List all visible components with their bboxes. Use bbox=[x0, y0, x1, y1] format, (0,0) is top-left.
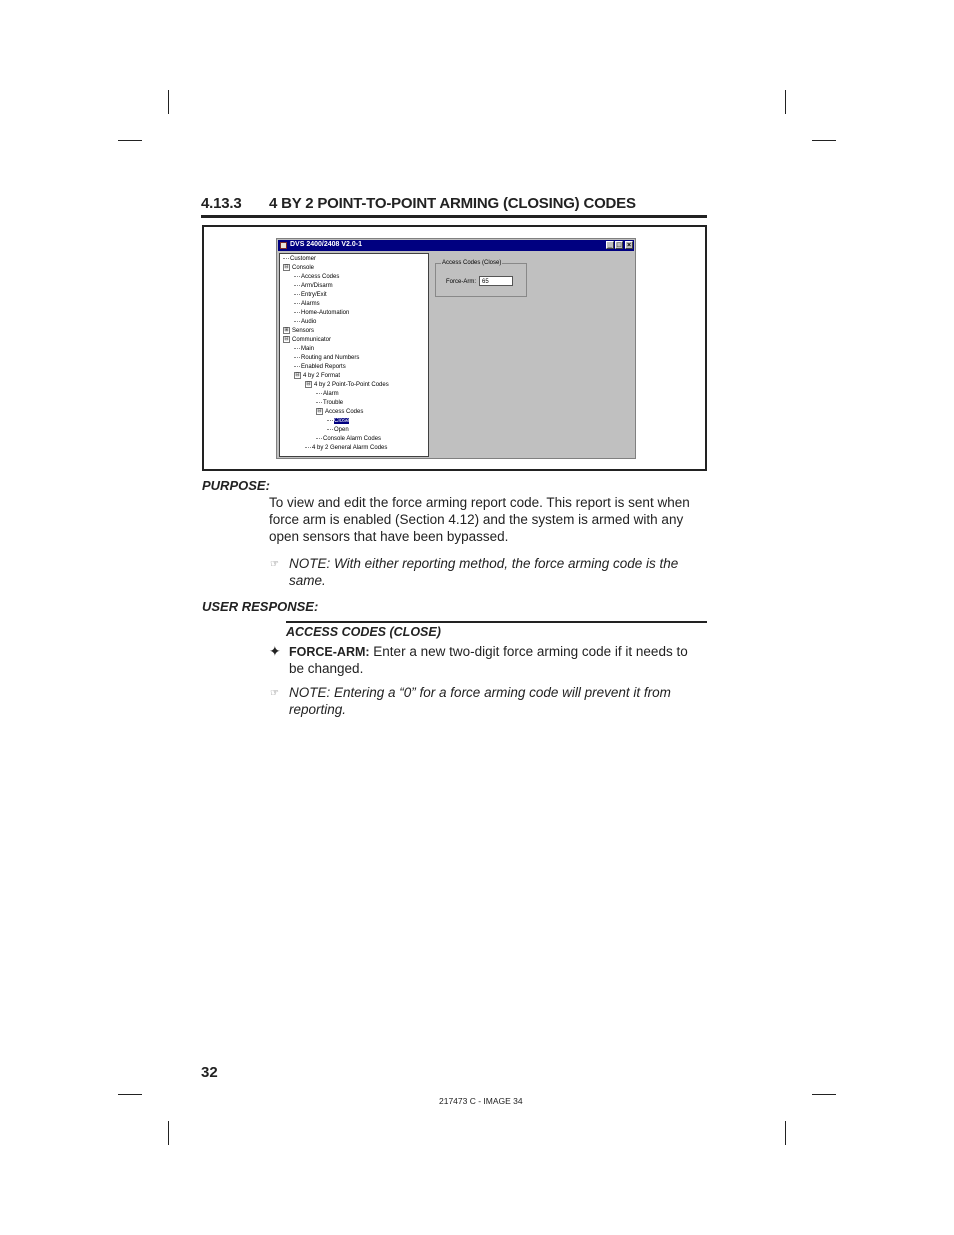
collapse-icon[interactable]: ⊟ bbox=[317, 408, 322, 414]
section-number: 4.13.3 bbox=[201, 195, 242, 212]
pointing-hand-icon: ☞ bbox=[270, 688, 279, 699]
force-arm-term: FORCE-ARM: bbox=[289, 645, 370, 659]
tree-item-enabled-reports[interactable]: Enabled Reports bbox=[294, 363, 346, 371]
purpose-line-2: force arm is enabled (Section 4.12) and the system is armed with any bbox=[269, 512, 684, 527]
minimize-button[interactable]: _ bbox=[606, 241, 614, 249]
crop-mark-top-left-vertical bbox=[168, 90, 169, 114]
purpose-note-line-1: NOTE: With either reporting method, the force arming code is the bbox=[289, 556, 679, 571]
tree-item-trouble[interactable]: Trouble bbox=[316, 399, 343, 407]
force-arm-instruction-line-1 bbox=[289, 643, 688, 661]
force-arm-instruction-line-2: be changed. bbox=[289, 661, 364, 676]
purpose-line-1: To view and edit the force arming report code. This report is sent when bbox=[269, 495, 690, 510]
tree-item-point-to-point-codes[interactable]: ⊟ 4 by 2 Point-To-Point Codes bbox=[306, 381, 389, 389]
tree-item-routing-and-numbers[interactable]: Routing and Numbers bbox=[294, 354, 359, 362]
section-title: 4 BY 2 POINT-TO-POINT ARMING (CLOSING) CODES bbox=[269, 195, 636, 212]
subheading-text: ACCESS CODES (CLOSE) bbox=[286, 625, 441, 639]
crop-mark-bottom-right-vertical bbox=[785, 1121, 786, 1145]
force-arm-label: Force-Arm: bbox=[446, 279, 476, 285]
tree-item-arm-disarm[interactable]: Arm/Disarm bbox=[294, 282, 333, 290]
settings-tree[interactable] bbox=[279, 253, 429, 457]
window-titlebar[interactable] bbox=[278, 240, 634, 251]
tree-item-general-alarm-codes[interactable]: 4 by 2 General Alarm Codes bbox=[305, 444, 387, 452]
app-icon bbox=[280, 242, 287, 249]
page-number: 32 bbox=[201, 1064, 218, 1081]
tree-item-access-codes-sub[interactable]: ⊟ Access Codes bbox=[317, 408, 364, 416]
app-window bbox=[276, 238, 636, 459]
tree-item-open[interactable]: Open bbox=[327, 426, 349, 434]
purpose-label: PURPOSE: bbox=[202, 478, 270, 493]
response-note-line-2: reporting. bbox=[289, 702, 347, 717]
force-arm-input[interactable]: 65 bbox=[479, 276, 513, 286]
tree-item-console-alarm-codes[interactable]: Console Alarm Codes bbox=[316, 435, 381, 443]
access-codes-close-subheading bbox=[286, 621, 707, 640]
crop-mark-top-left-horizontal bbox=[118, 140, 142, 141]
crop-mark-bottom-left-vertical bbox=[168, 1121, 169, 1145]
footer-image-code: 217473 C - IMAGE 34 bbox=[439, 1096, 523, 1106]
crop-mark-bottom-right-horizontal bbox=[812, 1094, 836, 1095]
collapse-icon[interactable]: ⊟ bbox=[295, 372, 300, 378]
purpose-line-3: open sensors that have been bypassed. bbox=[269, 529, 509, 544]
tree-item-main[interactable]: Main bbox=[294, 345, 314, 353]
crop-mark-top-right-vertical bbox=[785, 90, 786, 114]
screenshot-frame bbox=[202, 225, 707, 471]
tree-item-alarm[interactable]: Alarm bbox=[316, 390, 339, 398]
purpose-note-line-2: same. bbox=[289, 573, 326, 588]
crop-mark-top-right-horizontal bbox=[812, 140, 836, 141]
tree-item-4-by-2-format[interactable]: ⊟ 4 by 2 Format bbox=[295, 372, 341, 380]
tree-item-access-codes[interactable]: Access Codes bbox=[294, 273, 339, 281]
tree-item-audio[interactable]: Audio bbox=[294, 318, 316, 326]
maximize-button[interactable]: □ bbox=[616, 242, 622, 249]
user-response-label: USER RESPONSE: bbox=[202, 599, 319, 614]
expand-icon[interactable]: ⊞ bbox=[284, 327, 289, 333]
close-button[interactable]: × bbox=[626, 242, 632, 249]
tree-item-home-automation[interactable]: Home-Automation bbox=[294, 309, 349, 317]
settings-panel bbox=[429, 253, 633, 456]
tree-item-close-selected[interactable]: Close bbox=[327, 417, 349, 425]
collapse-icon[interactable]: ⊟ bbox=[284, 336, 289, 342]
tree-item-console[interactable]: ⊟ Console bbox=[284, 264, 315, 272]
tree-item-customer[interactable]: Customer bbox=[283, 255, 316, 263]
window-title: DVS 2400/2408 V2.0-1 bbox=[290, 241, 362, 248]
pointing-hand-icon: ☞ bbox=[270, 559, 279, 570]
tree-item-sensors[interactable]: ⊞ Sensors bbox=[284, 327, 315, 335]
collapse-icon[interactable]: ⊟ bbox=[284, 264, 289, 270]
bullet-icon: ✦ bbox=[269, 643, 281, 659]
crop-mark-bottom-left-horizontal bbox=[118, 1094, 142, 1095]
section-heading bbox=[201, 195, 707, 218]
tree-item-alarms[interactable]: Alarms bbox=[294, 300, 320, 308]
collapse-icon[interactable]: ⊟ bbox=[306, 381, 311, 387]
group-label: Access Codes (Close) bbox=[442, 260, 502, 266]
tree-item-communicator[interactable]: ⊟ Communicator bbox=[284, 336, 332, 344]
response-note-line-1: NOTE: Entering a “0” for a force arming code will prevent it from bbox=[289, 685, 671, 700]
tree-item-entry-exit[interactable]: Entry/Exit bbox=[294, 291, 327, 299]
force-arm-description: Enter a new two-digit force arming code if it needs to bbox=[369, 644, 688, 659]
